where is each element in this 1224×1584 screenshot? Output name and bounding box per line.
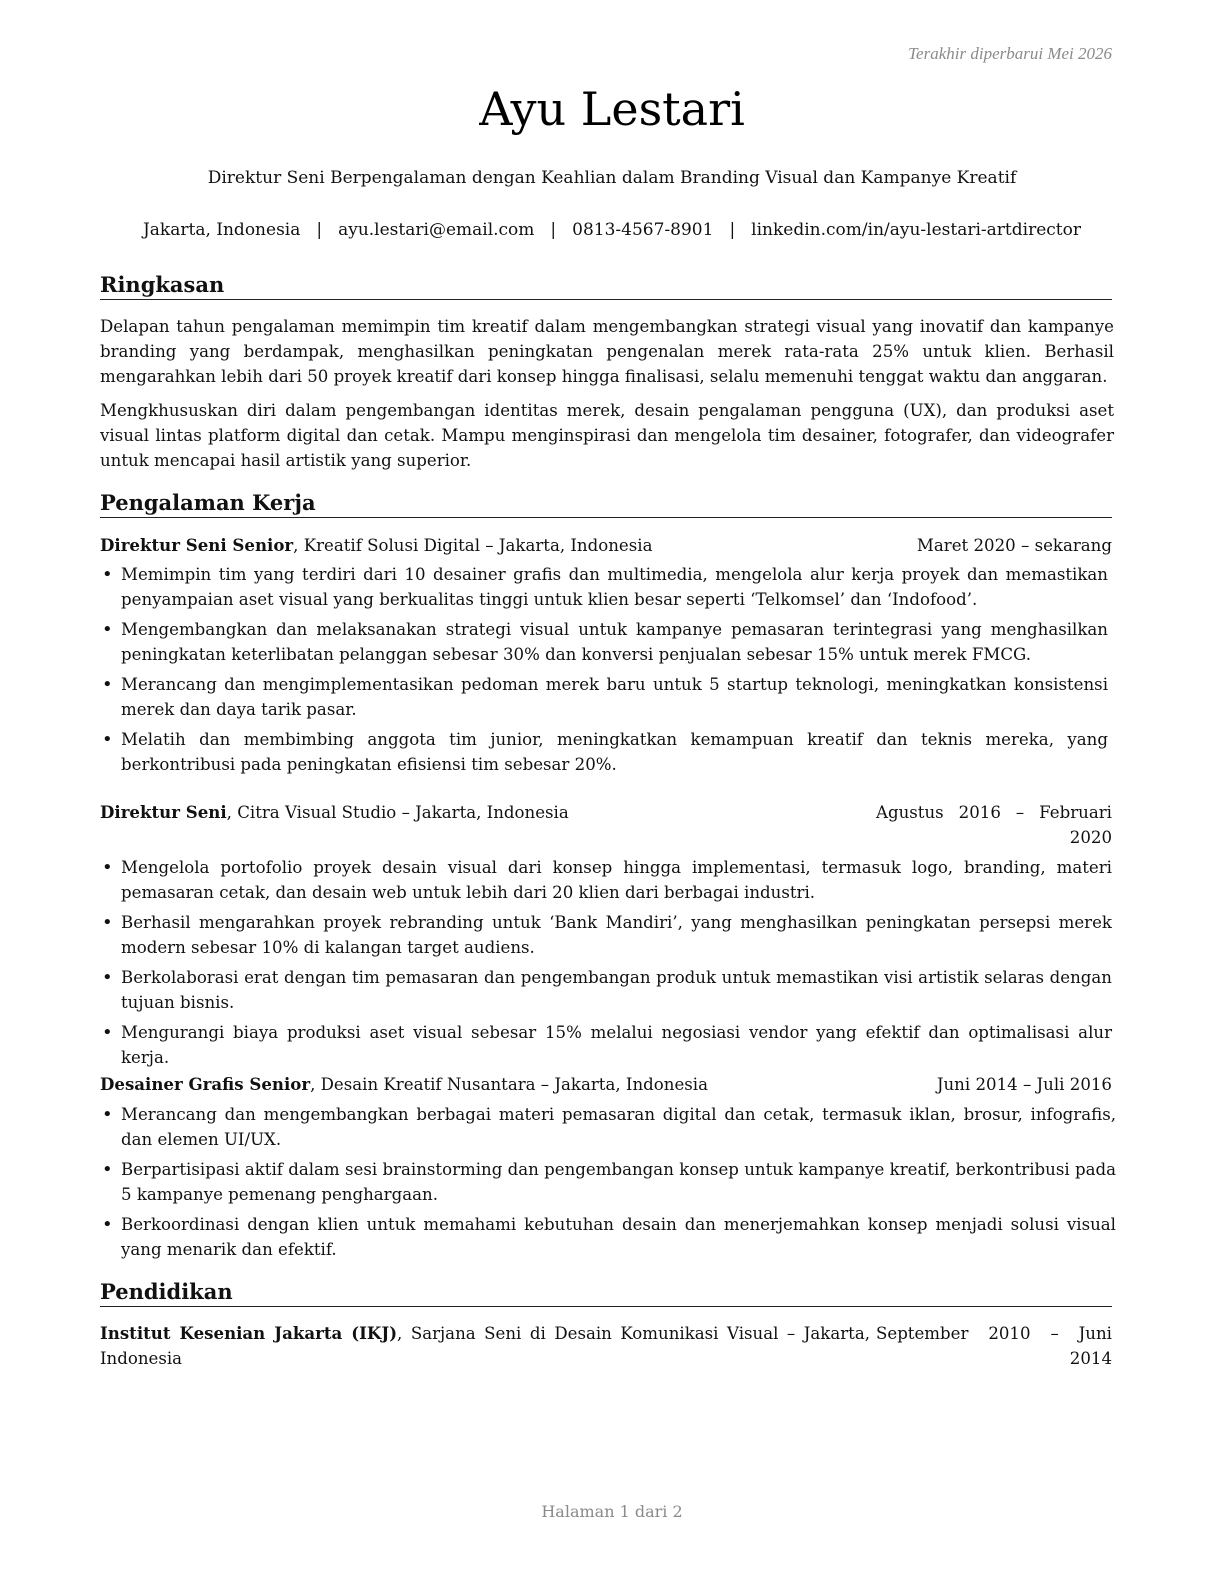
contact-separator: | [550, 220, 557, 240]
job-title: Desainer Grafis Senior [100, 1074, 311, 1094]
date-word: 2010 [988, 1324, 1031, 1343]
page-number: Halaman 1 dari 2 [541, 1502, 683, 1521]
date-word: Agustus [876, 803, 944, 822]
candidate-name: Ayu Lestari [479, 82, 745, 136]
bullet-item: • Memimpin tim yang terdiri dari 10 desainer grafis dan multimedia, mengelola alur kerja proyek dan memastikan penyampaian aset visual yang berkualitas tinggi untuk klien besar seperti ‘Telkomsel’ dan ‘Indofood’. [100, 562, 1108, 612]
contact-separator: | [316, 220, 323, 240]
contact-separator: | [729, 220, 736, 240]
date-word: – [1050, 1324, 1059, 1343]
job-bullets [100, 1102, 1116, 1267]
contact-line [0, 220, 1224, 240]
section-heading-summary: Ringkasan [100, 271, 1112, 300]
job-dates: Maret 2020 – sekarang [916, 536, 1112, 555]
bullet-item: • Merancang dan mengembangkan berbagai materi pemasaran digital dan cetak, termasuk iklan, brosur, infografis, dan elemen UI/UX. [100, 1102, 1116, 1152]
contact-phone: 0813-4567-8901 [572, 220, 714, 240]
education-dates [876, 1321, 1112, 1371]
date-word: 2014 [1069, 1349, 1112, 1368]
bullet-item: • Mengelola portofolio proyek desain visual dari konsep hingga implementasi, termasuk logo, branding, materi pemasaran cetak, dan desain web untuk lebih dari 20 klien dari berbagai industri. [100, 855, 1112, 905]
bullet-item: • Berhasil mengarahkan proyek rebranding untuk ‘Bank Mandiri’, yang menghasilkan peningkatan persepsi merek modern sebesar 10% di kalangan target audiens. [100, 910, 1112, 960]
date-word: September [876, 1324, 969, 1343]
job-organization: , Citra Visual Studio – Jakarta, Indonesia [226, 803, 569, 822]
date-word: – [1015, 803, 1025, 822]
bullet-item: • Mengurangi biaya produksi aset visual sebesar 15% melalui negosiasi vendor yang efektif dan optimalisasi alur kerja. [100, 1020, 1112, 1070]
job-title: Direktur Seni [100, 802, 227, 822]
bullet-item: • Berpartisipasi aktif dalam sesi brainstorming dan pengembangan konsep untuk kampanye kreatif, berkontribusi pada 5 kampanye pemenang penghargaan. [100, 1157, 1116, 1207]
section-heading-education: Pendidikan [100, 1278, 1112, 1307]
job-organization: , Desain Kreatif Nusantara – Jakarta, Indonesia [310, 1075, 708, 1094]
degree: , Sarjana Seni di Desain Komunikasi Visual – Jakarta, Indonesia [100, 1324, 871, 1368]
job-title: Direktur Seni Senior [100, 535, 294, 555]
job-header [100, 533, 1112, 558]
bullet-item: • Merancang dan mengimplementasikan pedoman merek baru untuk 5 startup teknologi, meningkatkan konsistensi merek dan daya tarik pasar. [100, 672, 1108, 722]
candidate-tagline: Direktur Seni Berpengalaman dengan Keahlian dalam Branding Visual dan Kampanye Kreatif [207, 168, 1017, 188]
job-bullets [100, 855, 1112, 1075]
contact-location: Jakarta, Indonesia [142, 220, 301, 240]
summary-paragraph: Delapan tahun pengalaman memimpin tim kreatif dalam mengembangkan strategi visual yang inovatif dan kampanye branding yang berdampak, menghasilkan peningkatan pengenalan merek rata-rata 25% untuk klien. Berhasil mengarahkan lebih dari 50 proyek kreatif dari konsep hingga finalisasi, selalu memenuhi tenggat waktu dan anggaran. [100, 317, 1114, 386]
date-word: 2016 [958, 803, 1001, 822]
contact-email[interactable]: ayu.lestari@email.com [338, 220, 535, 240]
bullet-item: • Berkoordinasi dengan klien untuk memahami kebutuhan desain dan menerjemahkan konsep menjadi solusi visual yang menarik dan efektif. [100, 1212, 1116, 1262]
section-heading-experience: Pengalaman Kerja [100, 489, 1112, 518]
job-dates [876, 800, 1112, 850]
job-bullets [100, 562, 1108, 782]
date-word: 2020 [1069, 828, 1112, 847]
contact-linkedin[interactable]: linkedin.com/in/ayu-lestari-artdirector [751, 220, 1081, 240]
date-word: Juni [1078, 1324, 1112, 1343]
job-organization: , Kreatif Solusi Digital – Jakarta, Indonesia [293, 536, 653, 555]
last-updated-note: Terakhir diperbarui Mei 2026 [908, 44, 1112, 63]
school-name: Institut Kesenian Jakarta (IKJ) [100, 1323, 398, 1343]
bullet-item: • Berkolaborasi erat dengan tim pemasaran dan pengembangan produk untuk memastikan visi artistik selaras dengan tujuan bisnis. [100, 965, 1112, 1015]
education-entry [100, 1321, 870, 1371]
bullet-item: • Mengembangkan dan melaksanakan strategi visual untuk kampanye pemasaran terintegrasi yang menghasilkan peningkatan keterlibatan pelanggan sebesar 30% dan konversi penjualan sebesar 15% untuk merek FMCG. [100, 617, 1108, 667]
job-header [100, 1072, 1112, 1097]
bullet-item: • Melatih dan membimbing anggota tim junior, meningkatkan kemampuan kreatif dan teknis mereka, yang berkontribusi pada peningkatan efisiensi tim sebesar 20%. [100, 727, 1108, 777]
summary-paragraph: Mengkhususkan diri dalam pengembangan identitas merek, desain pengalaman pengguna (UX), dan produksi aset visual lintas platform digital dan cetak. Mampu menginspirasi dan mengelola tim desainer, fotografer, dan videografer untuk mencapai hasil artistik yang superior. [100, 401, 1114, 470]
job-dates: Juni 2014 – Juli 2016 [936, 1075, 1112, 1094]
date-word: Februari [1039, 803, 1112, 822]
